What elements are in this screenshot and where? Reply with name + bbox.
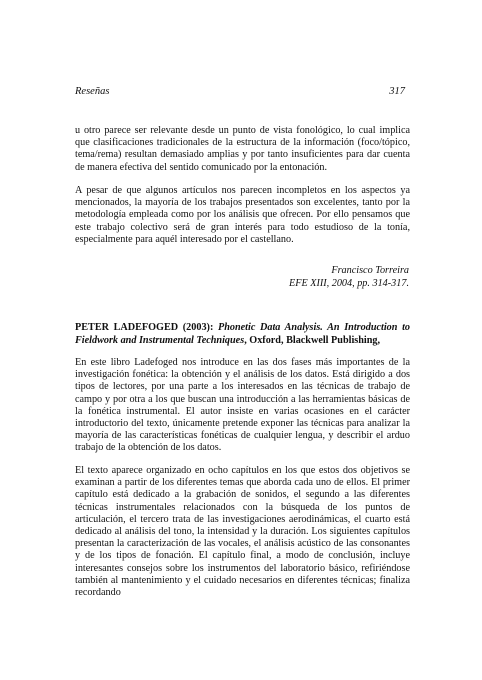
paragraph-continuation: u otro parece ser relevante desde un punto de vista fonológico, lo cual implica que clasificaciones tradicionales de la estructura de la información (foco/tópico, tema/rema) resultan demasiado amplias y por tanto insuficientes para dar cuenta de manera efectiva del sentido comunicado por la entonación. [75, 125, 410, 173]
review-heading-title: Phonetic Data Analysis. An Introduction to Fieldwork and Instrumental Techniques [75, 322, 411, 346]
paragraph-structure: El texto aparece organizado en ocho capítulos en los que estos dos objetivos se examinan a partir de los diferentes temas que aborda cada uno de ellos. El primer capítulo está dedicado a la grabación de sonidos, el segundo a las diferentes técnicas instrumentales relacionados con la búsqueda de los puntos de articulación, el tercero trata de las investigaciones aerodinámicas, el cuarto está dedicado al análisis del tono, la intensidad y la duración. Los siguientes capítulos presentan la caracterización de las vocales, el análisis acústico de las consonantes y de los tipos de fonación. El capítulo final, a modo de conclusión, incluye interesantes consejos sobre los instrumentos del laboratorio básico, refiriéndose también al mantenimiento y el cuidado necesarios en diferentes técnicas; finaliza recordando [75, 465, 410, 599]
review-heading [75, 322, 410, 347]
section-title: Reseñas [75, 86, 110, 97]
running-header [75, 86, 405, 97]
review-signature-source: EFE XIII, 2004, pp. 314-317. [289, 278, 409, 289]
paragraph-conclusion: A pesar de que algunos artículos nos parecen incompletos en los aspectos ya mencionados, la mayoría de los trabajos presentados son excelentes, tanto por la metodología empleada como por los análisis que ofrecen. Por ello pensamos que este trabajo colectivo será de gran interés para todo estudioso de la tonía, especialmente para aquél interesado por el castellano. [75, 185, 410, 245]
review-signature-author: Francisco Torreira [331, 265, 409, 276]
review-heading-publisher: , Oxford, Blackwell Publishing, [244, 334, 381, 346]
paragraph-intro: En este libro Ladefoged nos introduce en las dos fases más importantes de la investigación fonética: la obtención y el análisis de los datos. Está dirigido a dos tipos de lectores, por una parte a los interesados en las técnicas de trabajo de campo y por otra a los que buscan una introducción a las herramientas básicas de la fonética instrumental. El autor insiste en varias ocasiones en el carácter introductorio del texto, únicamente pretende exponer las técnicas para analizar la mayoría de las características fonéticas de cualquier lengua, y describir el arduo trabajo de la obtención de los datos. [75, 357, 410, 454]
page-number: 317 [389, 86, 405, 97]
review-heading-author: PETER LADEFOGED (2003): [75, 322, 214, 333]
